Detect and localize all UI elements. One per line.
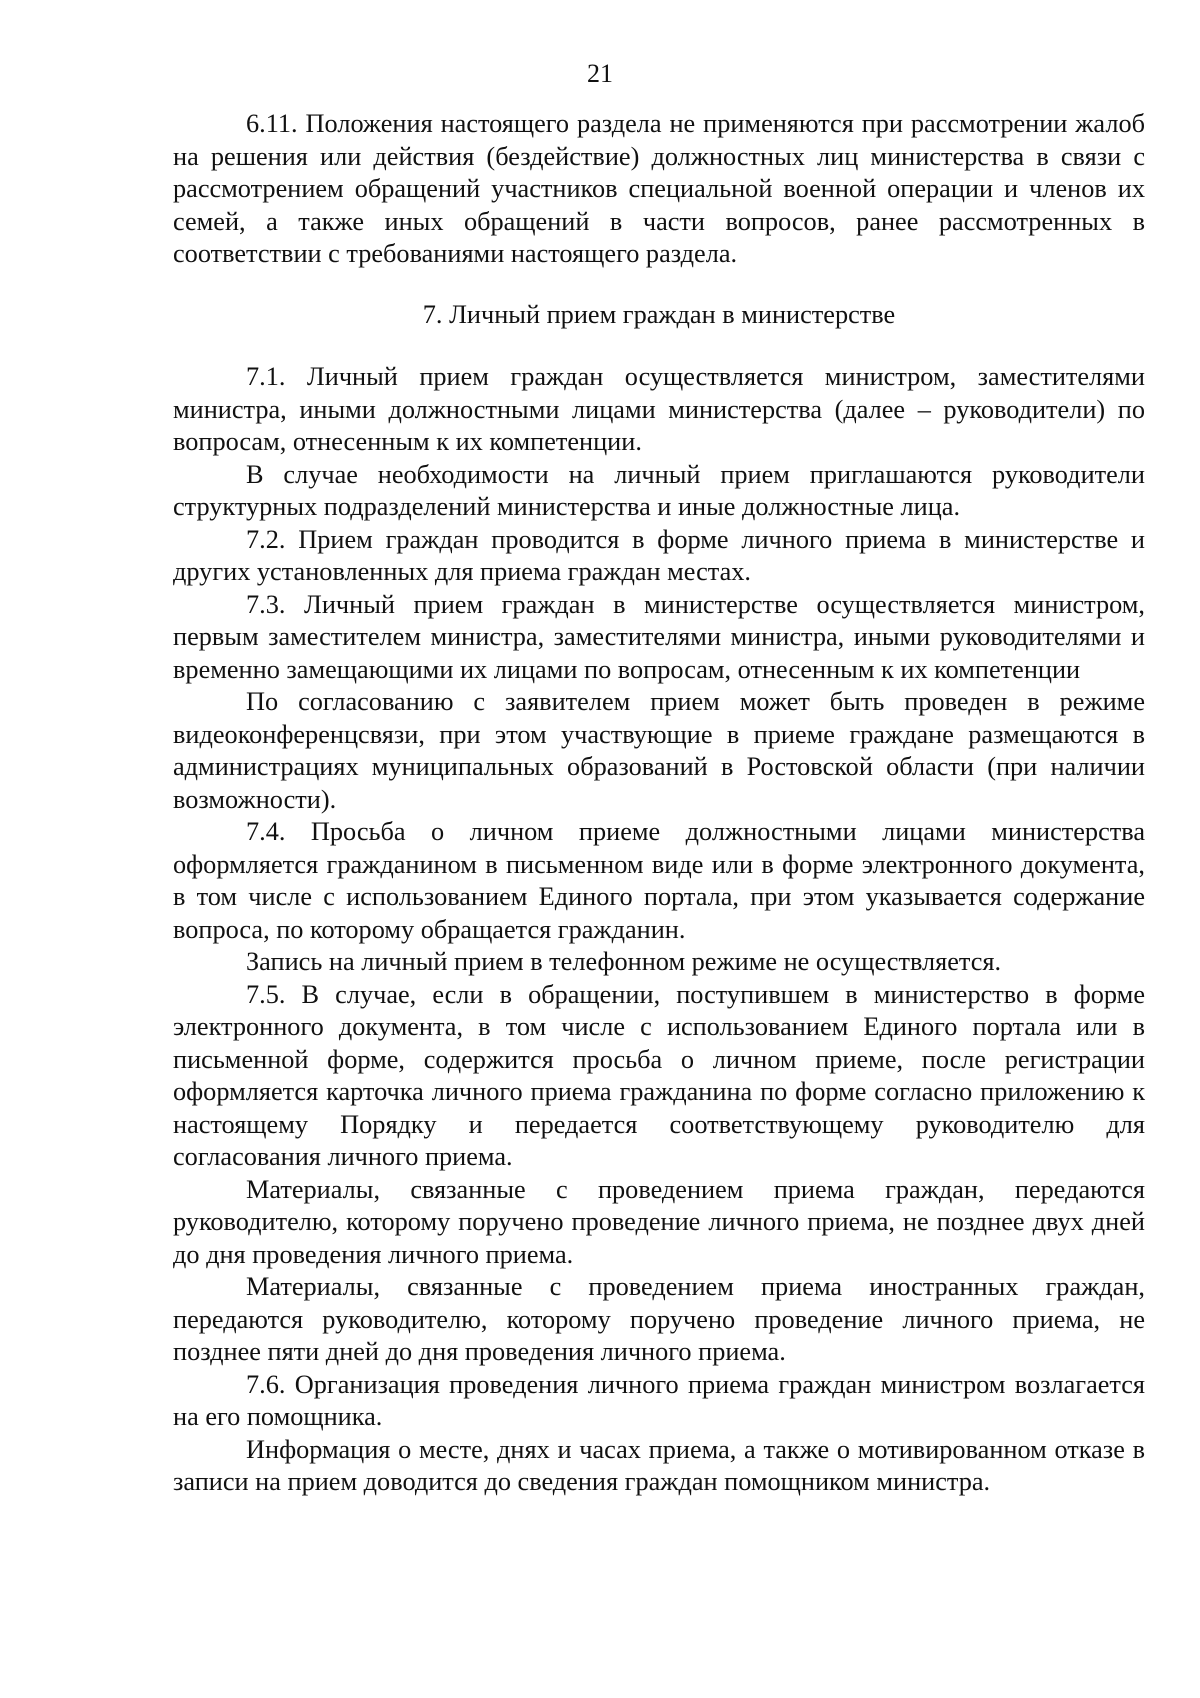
paragraph-7-5-foreign: Материалы, связанные с проведением приема иностранных граждан, передаются руководителю, которому поручено проведение личного приема, не позднее пяти дней до дня проведения личного приема. (173, 1272, 1145, 1366)
paragraph-7-5-continued: Материалы, связанные с проведением приема граждан, передаются руководителю, которому поручено проведение личного приема, не позднее двух дней до дня проведения личного приема. (173, 1174, 1145, 1269)
paragraph-7-1: 7.1. Личный прием граждан осуществляется министром, заместителями министра, иными должностными лицами министерства (далее – руководители) по вопросам, отнесенным к их компетенции. (173, 362, 1145, 456)
paragraph-6-11: 6.11. Положения настоящего раздела не применяются при рассмотрении жалоб на решения или действия (бездействие) должностных лиц министерства в связи с рассмотрением обращений участников специальной военной операции и членов их семей, а также иных обращений в части вопросов, ранее рассмотренных в соответствии с требованиями настоящего раздела. (173, 109, 1145, 268)
document-body (173, 108, 1145, 1499)
paragraph-7-6-continued: Информация о месте, днях и часах приема, а также о мотивированном отказе в записи на прием доводится до сведения граждан помощником министра. (173, 1434, 1145, 1496)
paragraph-7-1-continued: В случае необходимости на личный прием приглашаются руководители структурных подразделений министерства и иные должностные лица. (173, 459, 1145, 521)
paragraph-7-2: 7.2. Прием граждан проводится в форме личного приема в министерстве и других установленных для приема граждан местах. (173, 524, 1145, 586)
paragraph-7-5: 7.5. В случае, если в обращении, поступившем в министерство в форме электронного документа, в том числе с использованием Единого портала или в письменной форме, содержится просьба о личном приеме, после регистрации оформляется карточка личного приема гражданина по форме согласно приложению к настоящему Порядку и передается соответствующему руководителю для согласования личного приема. (173, 979, 1145, 1171)
paragraph-7-4-continued: Запись на личный прием в телефонном режиме не осуществляется. (246, 947, 1002, 976)
page-number: 21 (587, 59, 613, 88)
section-heading: 7. Личный прием граждан в министерстве (422, 299, 896, 329)
paragraph-7-3-continued: По согласованию с заявителем прием может быть проведен в режиме видеоконференцсвязи, при этом участвующие в приеме граждане размещаются в администрациях муниципальных образований в Ростовской области (при наличии возможности). (173, 687, 1145, 814)
paragraph-7-6: 7.6. Организация проведения личного приема граждан министром возлагается на его помощника. (173, 1369, 1145, 1431)
paragraph-7-4: 7.4. Просьба о личном приеме должностными лицами министерства оформляется гражданином в письменном виде или в форме электронного документа, в том числе с использованием Единого портала, при этом указывается содержание вопроса, по которому обращается гражданин. (173, 817, 1145, 944)
paragraph-7-3: 7.3. Личный прием граждан в министерстве осуществляется министром, первым заместителем министра, заместителями министра, иными руководителями и временно замещающими их лицами по вопросам, отнесенным к их компетенции (173, 589, 1145, 684)
